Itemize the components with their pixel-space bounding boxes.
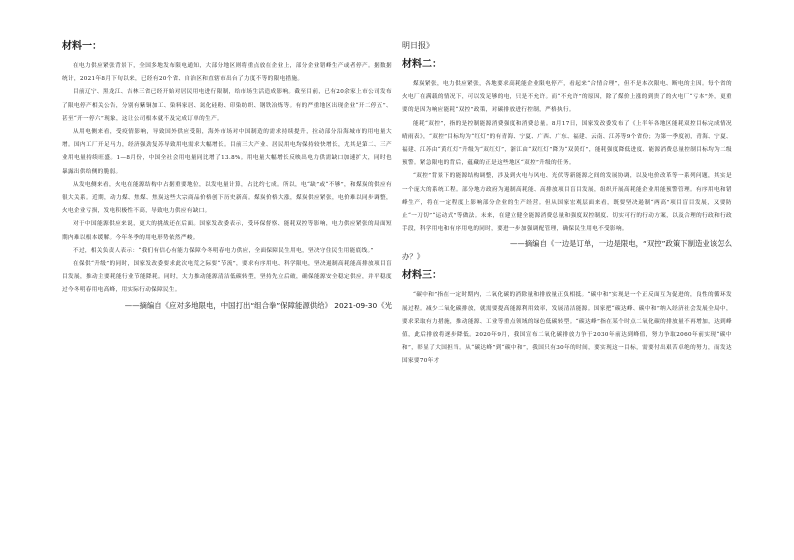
paragraph: 对于中国能源供应来说，更大的挑战还在后面。国家发改委表示，受环保督察、能耗双控等影响，电力供应紧张的局面短期内难以根本缓解。今年冬季的用电形势依然严峻。 [62, 221, 392, 241]
source-citation: ——摘编自《应对多地限电，中国打出“组合拳”保障能源供给》 2021-09-30《光 [124, 300, 392, 310]
paragraph: 在电力供应紧张背景下，全国多地发布限电通知，大部分地区则将重点放在企业上，部分企业错峰生产或者停产。据数据统计，2021年8月下旬以来，已经有20个省、自治区和直辖市出台了力度不等的限电措施。 [62, 63, 392, 83]
paragraph: 在保供“升级”的同时，国家发改委要求此次电荒之际要“节流”，要求有序用电、科学限电，坚决遏制高耗能高排放项目盲目发展，推动主要耗能行业节能降耗。同时，大力推动能源清洁低碳转型，坚持先立后破，确保能源安全稳定供应，并平稳度过今冬明春用电高峰，用实际行动保障民生。 [62, 261, 392, 294]
material-one-heading: 材料一： [62, 41, 102, 52]
paragraph: “碳中和”指在一定时期内，二氧化碳的消除量和排放量正负相抵。“碳中和”实现是一个正反面互为促进的，良性的循环发展过程。减少二氧化碳排放，就需要提高能源利用效率，发展清洁能源。国家把“碳达峰、碳中和”纳入经济社会发展全局中，要求采取有力措施，推动能源、工业等重点领域的绿色低碳转型。“碳达峰”指在某个时点二氧化碳的排放量不再增加，达到峰值，此后排放将逐步降低。2020年9月，我国宣布二氧化碳排放力争于2030年前达到峰值，努力争取2060年前实现“碳中和”，彰显了大国担当。从“碳达峰”到“碳中和”，我国只有30年的时间，要实现这一目标，需要付出艰苦卓绝的努力，而发达国家要70年才 [402, 292, 732, 365]
left-column [62, 40, 392, 312]
paragraph: 目前辽宁、黑龙江、吉林三省已经开始对居民用电进行限制，给市场生活造成影响。截至目前，已有20余家上市公司发布了限电停产相关公告，分别有紫铜加工、染料家居、氮化硅粉、印染纺织、钢铁冶炼等。有的严重地区出现企业“开二停五”、甚至“开一停六”现象，这让公司根本就不及完成订单的生产。 [62, 89, 392, 122]
paragraph: 从用电侧来看，受疫情影响，导致国外供应受阻，海外市场对中国制造的需求持续提升，拉动部分沿海城市的用电量大增。国内工厂开足马力，经济强劲复苏导致用电需求大幅增长。目前三大产业、居民用电均保持较快增长，尤其是第二、三产业用电量持续旺盛。1—8月份，中国全社会用电量同比增了13.8%。用电量大幅增长反映出电力供需缺口加速扩大，同时也暴露出供给侧的脆弱。 [62, 129, 392, 175]
material-three-heading: 材料三： [402, 270, 442, 282]
paragraph: “双控”背景下的能源结构调整，涉及到火电与风电、光伏等新能源之间的发展协调，以及电价改革等一系列问题，其实是一个庞大的系统工程。部分地方政府为遏制高耗能、高排放项目盲目发展，组织开展高耗能企业用能预警管理。有序用电和错峰生产，将在一定程度上影响部分企业的生产经营。但从国家宏观层面来看，既要坚决遏制“两高”项目盲目发展，又要防止“一刀切”“运动式”等做法。未来，在建立健全能源消费总量和强度双控制度、切实可行的行动方案，以及合理的行政和行政手段，科学用电和有序用电的同时，要进一步加强调配管理，确保民生用电不受影响。 [402, 173, 732, 233]
right-column [402, 40, 732, 369]
paragraph: 从发电侧来看，火电在能源结构中占据重要地位，以发电量计算，占比约七成。所以，电“缺”或“不够”，和煤炭的供应有很大关系。近期，动力煤、焦煤、焦炭这些大宗商品价格创下历史新高。煤炭价格大涨，煤炭供应紧张，电价难以同步调整，火电企业亏损，发电积极性不高，导致电力供应有缺口。 [62, 181, 392, 215]
source-continuation: 明日报》 [402, 41, 434, 50]
paragraph: 能耗“双控”，指的是控制能源消费强度和消费总量。8月17日，国家发改委发布了《上半年各地区能耗双控目标完成情况晴雨表》，“双控”目标均为“红灯”的有青海、宁夏、广西、广东、福建、云南、江苏等9个省份；为第一季度初，青海、宁夏、福建、江苏由“黄红灯”升级为“双红灯”，浙江由“双红灯”降为“双黄灯”，能耗强度降低进度、能源消费总量控制目标均为二级预警。紧急限电的背后，蕴藏的正是这些地区“双控”升级的任务。 [402, 120, 732, 167]
paragraph: 不过，相关负责人表示：“我们有信心有能力保障今冬明春电力供应，全面保障民生用电，坚决守住民生用能底线。” [73, 247, 374, 254]
source-citation: ——摘编自《一边是订单，一边是限电，“双控”政策下制造业该怎么 [510, 239, 732, 249]
source-continuation: 办？》 [402, 252, 425, 262]
paragraph: 煤炭紧张，电力供应紧张，各地要求高耗能企业限电停产，看起来“合情合理”，但不是本次限电、断电的主因。每个省的火电厂在满载的情况下，可以发足够的电，只是不允许。而“不允许”的原因，除了煤价上涨的到贵了的火电厂“亏本”外，更重要的是因为响应能耗“双控”政策，对碳排放进行控制，严格执行。 [402, 81, 732, 114]
material-two-heading: 材料二： [402, 59, 442, 70]
